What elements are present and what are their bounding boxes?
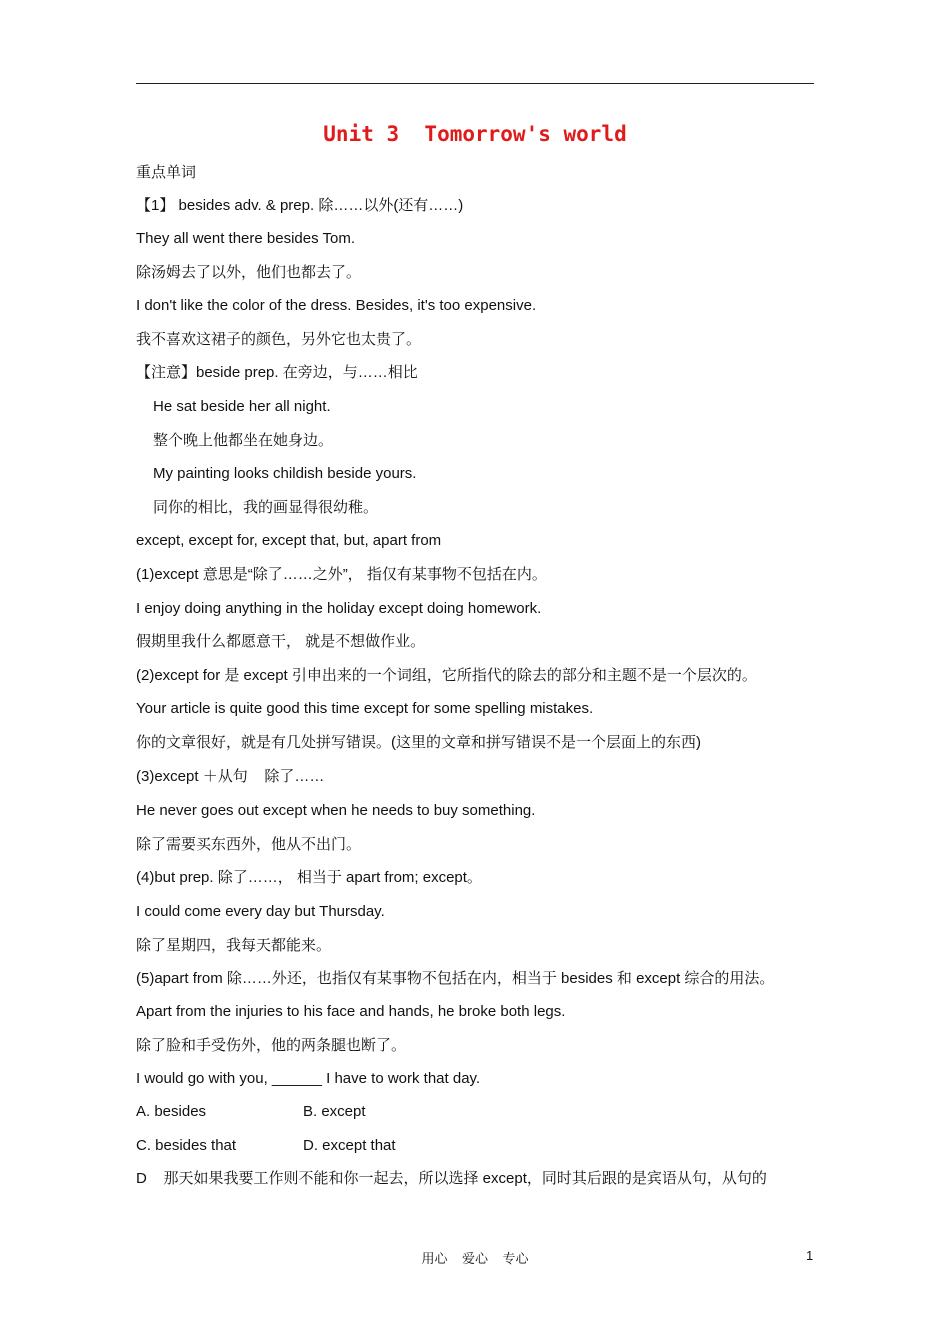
usage-note-2: (2)except for 是 except 引申出来的一个词组，它所指代的除去的部分和主题不是一个层次的。 <box>136 667 757 684</box>
example-zh: 我不喜欢这裙子的颜色，另外它也太贵了。 <box>136 331 422 348</box>
example-en: My painting looks childish beside yours. <box>153 465 417 482</box>
example-en: Your article is quite good this time except for some spelling mistakes. <box>136 700 594 717</box>
header-rule <box>136 83 814 84</box>
usage-note-1: (1)except 意思是“除了……之外”， 指仅有某事物不包括在内。 <box>136 566 547 583</box>
example-zh: 同你的相比，我的画显得很幼稚。 <box>153 499 379 516</box>
example-en: I enjoy doing anything in the holiday except doing homework. <box>136 600 542 617</box>
note-beside: 【注意】beside prep. 在旁边，与……相比 <box>136 364 418 381</box>
example-en: They all went there besides Tom. <box>136 230 356 247</box>
option-b: B. except <box>303 1103 366 1120</box>
example-en: I don't like the color of the dress. Besides, it's too expensive. <box>136 297 537 314</box>
example-en: He never goes out except when he needs to buy something. <box>136 802 536 819</box>
example-zh: 除了需要买东西外，他从不出门。 <box>136 836 362 853</box>
option-c: C. besides that <box>136 1137 237 1154</box>
example-en: Apart from the injuries to his face and hands, he broke both legs. <box>136 1003 566 1020</box>
example-zh: 除汤姆去了以外，他们也都去了。 <box>136 264 362 281</box>
exercise-question: I would go with you, ______ I have to work that day. <box>136 1070 481 1087</box>
example-en: I could come every day but Thursday. <box>136 903 385 920</box>
usage-note-3: (3)except ＋从句 除了…… <box>136 768 325 785</box>
section-heading: 重点单词 <box>136 164 197 181</box>
vocab-entry-besides: 【1】 besides adv. & prep. 除……以外(还有……) <box>136 197 464 214</box>
unit-title: Unit 3 Tomorrow's world <box>323 122 627 146</box>
option-a: A. besides <box>136 1103 207 1120</box>
usage-note-5: (5)apart from 除……外还，也指仅有某事物不包括在内，相当于 besides 和 except 综合的用法。 <box>136 970 775 987</box>
comparison-heading: except, except for, except that, but, apart from <box>136 532 442 549</box>
usage-note-4: (4)but prep. 除了……， 相当于 apart from; except。 <box>136 869 482 886</box>
example-zh: 你的文章很好，就是有几处拼写错误。(这里的文章和拼写错误不是一个层面上的东西) <box>136 734 701 751</box>
page-footer: 用心 爱心 专心 <box>421 1251 529 1266</box>
example-zh: 假期里我什么都愿意干， 就是不想做作业。 <box>136 633 426 650</box>
example-zh: 除了星期四，我每天都能来。 <box>136 937 332 954</box>
option-d: D. except that <box>303 1137 396 1154</box>
example-zh: 整个晚上他都坐在她身边。 <box>153 432 334 449</box>
answer-explanation: D 那天如果我要工作则不能和你一起去，所以选择 except，同时其后跟的是宾语从句，从句的 <box>136 1170 767 1187</box>
example-zh: 除了脸和手受伤外，他的两条腿也断了。 <box>136 1037 407 1054</box>
page-number: 1 <box>806 1248 814 1263</box>
example-en: He sat beside her all night. <box>153 398 331 415</box>
